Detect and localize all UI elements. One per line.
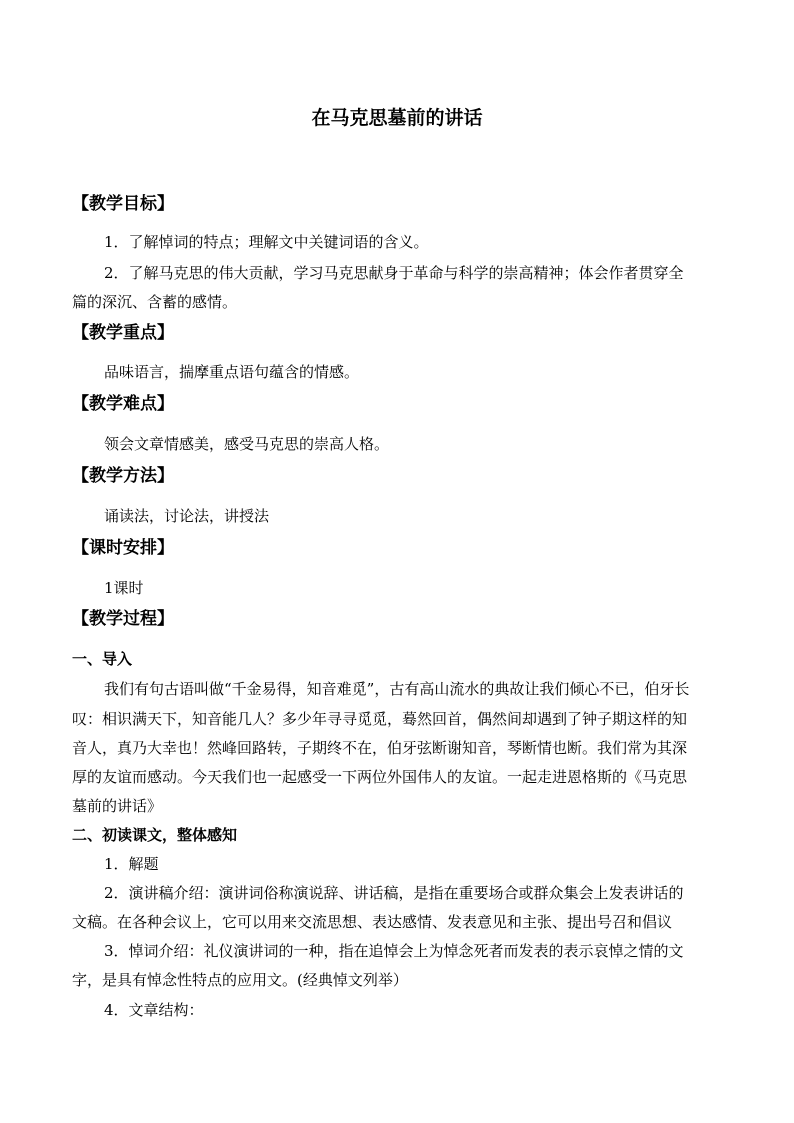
- objectives-item-2-line-1: 2．了解马克思的伟大贡献，学习马克思献身于革命与科学的崇高精神；体会作者贯穿全: [104, 264, 684, 282]
- key-points-heading: 【教学重点】: [72, 323, 174, 343]
- intro-line-1: 我们有句古语叫做“千金易得，知音难觅”，古有高山流水的典故让我们倾心不已，伯牙长: [104, 680, 690, 698]
- schedule-text: 1课时: [104, 579, 144, 597]
- first-reading-item-3-line-2: 字，是具有悼念性特点的应用文。(经典悼文列举）: [72, 971, 408, 989]
- intro-title: 一、导入: [72, 650, 133, 668]
- objectives-item-1: 1．了解悼词的特点；理解文中关键词语的含义。: [104, 233, 429, 251]
- first-reading-item-3-line-1: 3．悼词介绍：礼仪演讲词的一种，指在追悼会上为悼念死者而发表的表示哀悼之情的文: [104, 942, 684, 960]
- key-points-text: 品味语言，揣摩重点语句蕴含的情感。: [104, 363, 360, 381]
- intro-line-3: 音人，真乃大幸也！然峰回路转，子期终不在，伯牙弦断谢知音，琴断情也断。我们常为其深: [72, 739, 688, 757]
- first-reading-item-2-line-1: 2．演讲稿介绍：演讲词俗称演说辞、讲话稿，是指在重要场合或群众集会上发表讲话的: [104, 884, 684, 902]
- intro-line-5: 墓前的讲话》: [72, 797, 163, 815]
- schedule-heading: 【课时安排】: [72, 538, 174, 558]
- first-reading-item-1: 1．解题: [104, 855, 159, 873]
- objectives-heading: 【教学目标】: [72, 194, 174, 214]
- first-reading-item-4: 4．文章结构：: [104, 1001, 204, 1019]
- first-reading-title: 二、初读课文，整体感知: [72, 826, 238, 844]
- difficulties-text: 领会文章情感美，感受马克思的崇高人格。: [104, 435, 390, 453]
- process-heading: 【教学过程】: [72, 609, 174, 629]
- first-reading-item-2-line-2: 文稿。在各种会议上，它可以用来交流思想、表达感情、发表意见和主张、提出号召和倡议: [72, 913, 673, 931]
- intro-line-2: 叹：相识满天下，知音能几人？多少年寻寻觅觅，蓦然回首，偶然间却遇到了钟子期这样的知: [72, 710, 688, 728]
- intro-line-4: 厚的友谊而感动。今天我们也一起感受一下两位外国伟人的友谊。一起走进恩格斯的《马克思: [72, 768, 688, 786]
- methods-text: 诵读法，讨论法，讲授法: [104, 507, 270, 525]
- objectives-item-2-line-2: 篇的深沉、含蓄的感情。: [72, 293, 238, 311]
- methods-heading: 【教学方法】: [72, 466, 174, 486]
- difficulties-heading: 【教学难点】: [72, 394, 174, 414]
- document-title: 在马克思墓前的讲话: [311, 107, 483, 129]
